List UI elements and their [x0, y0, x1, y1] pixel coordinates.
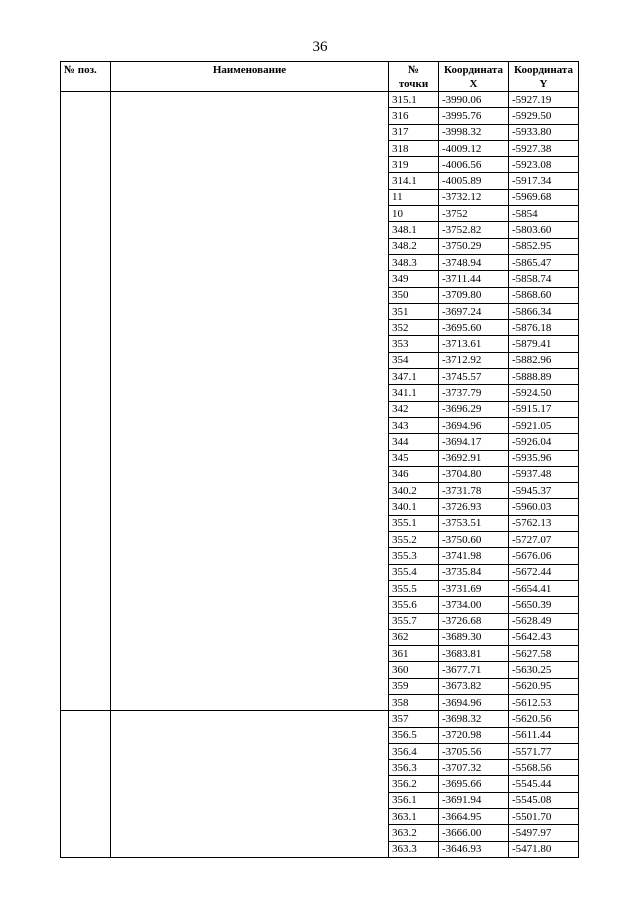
coordinate-y-cell: -5672.44: [509, 564, 579, 580]
point-number-cell: 317: [389, 124, 439, 140]
coordinate-y-cell: -5888.89: [509, 369, 579, 385]
coordinate-x-cell: -3726.93: [439, 499, 509, 515]
point-number-cell: 350: [389, 287, 439, 303]
coordinate-x-cell: -3691.94: [439, 792, 509, 808]
point-number-cell: 363.3: [389, 841, 439, 857]
coordinate-y-cell: -5727.07: [509, 532, 579, 548]
coordinate-y-cell: -5620.56: [509, 711, 579, 727]
coordinate-x-cell: -3697.24: [439, 303, 509, 319]
coordinate-x-cell: -4005.89: [439, 173, 509, 189]
coordinate-y-cell: -5620.95: [509, 678, 579, 694]
point-number-cell: 355.2: [389, 532, 439, 548]
coordinate-x-cell: -3990.06: [439, 92, 509, 108]
coordinate-x-cell: -3694.96: [439, 694, 509, 710]
coordinate-x-cell: -3664.95: [439, 809, 509, 825]
coordinate-x-cell: -3666.00: [439, 825, 509, 841]
coordinate-y-cell: -5929.50: [509, 108, 579, 124]
point-number-cell: 346: [389, 466, 439, 482]
point-number-cell: 355.6: [389, 597, 439, 613]
coordinate-x-cell: -3737.79: [439, 385, 509, 401]
point-number-cell: 319: [389, 157, 439, 173]
coordinate-y-cell: -5654.41: [509, 580, 579, 596]
coordinate-y-cell: -5917.34: [509, 173, 579, 189]
point-number-cell: 355.1: [389, 515, 439, 531]
coordinate-x-cell: -3750.29: [439, 238, 509, 254]
coordinate-x-cell: -3741.98: [439, 548, 509, 564]
header-position: № поз.: [61, 62, 111, 92]
point-number-cell: 355.4: [389, 564, 439, 580]
coordinate-x-cell: -3673.82: [439, 678, 509, 694]
coordinate-y-cell: -5921.05: [509, 417, 579, 433]
coordinate-x-cell: -3731.78: [439, 483, 509, 499]
coordinate-x-cell: -3696.29: [439, 401, 509, 417]
name-cell: [111, 92, 389, 711]
coordinate-y-cell: -5868.60: [509, 287, 579, 303]
point-number-cell: 348.2: [389, 238, 439, 254]
coordinate-x-cell: -3704.80: [439, 466, 509, 482]
coordinate-y-cell: -5545.08: [509, 792, 579, 808]
point-number-cell: 356.2: [389, 776, 439, 792]
coordinate-x-cell: -3689.30: [439, 629, 509, 645]
coordinate-x-cell: -3731.69: [439, 580, 509, 596]
coordinate-y-cell: -5650.39: [509, 597, 579, 613]
coordinate-x-cell: -3711.44: [439, 271, 509, 287]
point-number-cell: 318: [389, 140, 439, 156]
coordinate-x-cell: -3750.60: [439, 532, 509, 548]
coordinates-table: [60, 61, 579, 858]
position-cell: [61, 92, 111, 711]
point-number-cell: 356.4: [389, 743, 439, 759]
point-number-cell: 351: [389, 303, 439, 319]
point-number-cell: 356.5: [389, 727, 439, 743]
coordinate-x-cell: -3692.91: [439, 450, 509, 466]
coordinate-x-cell: -3712.92: [439, 352, 509, 368]
point-number-cell: 315.1: [389, 92, 439, 108]
point-number-cell: 363.1: [389, 809, 439, 825]
coordinate-y-cell: -5866.34: [509, 303, 579, 319]
table-row: [61, 92, 579, 108]
coordinate-x-cell: -3705.56: [439, 743, 509, 759]
point-number-cell: 356.1: [389, 792, 439, 808]
point-number-cell: 343: [389, 417, 439, 433]
table-body: [61, 92, 579, 858]
point-number-cell: 10: [389, 206, 439, 222]
point-number-cell: 358: [389, 694, 439, 710]
point-number-cell: 341.1: [389, 385, 439, 401]
point-number-cell: 316: [389, 108, 439, 124]
coordinate-y-cell: -5854: [509, 206, 579, 222]
header-coordinate-y: Координата Y: [509, 62, 579, 92]
point-number-cell: 363.2: [389, 825, 439, 841]
point-number-cell: 340.2: [389, 483, 439, 499]
coordinate-x-cell: -3646.93: [439, 841, 509, 857]
coordinate-y-cell: -5676.06: [509, 548, 579, 564]
coordinate-y-cell: -5882.96: [509, 352, 579, 368]
coordinate-x-cell: -3709.80: [439, 287, 509, 303]
coordinate-y-cell: -5627.58: [509, 646, 579, 662]
coordinate-x-cell: -3753.51: [439, 515, 509, 531]
coordinate-y-cell: -5945.37: [509, 483, 579, 499]
point-number-cell: 355.7: [389, 613, 439, 629]
coordinate-y-cell: -5937.48: [509, 466, 579, 482]
coordinate-y-cell: -5876.18: [509, 320, 579, 336]
coordinate-y-cell: -5571.77: [509, 743, 579, 759]
coordinate-y-cell: -5642.43: [509, 629, 579, 645]
coordinate-x-cell: -3748.94: [439, 254, 509, 270]
coordinate-y-cell: -5923.08: [509, 157, 579, 173]
coordinate-y-cell: -5858.74: [509, 271, 579, 287]
point-number-cell: 362: [389, 629, 439, 645]
header-coordinate-x: Координата X: [439, 62, 509, 92]
coordinate-x-cell: -3707.32: [439, 760, 509, 776]
coordinate-y-cell: -5471.80: [509, 841, 579, 857]
coordinate-y-cell: -5924.50: [509, 385, 579, 401]
coordinate-x-cell: -3698.32: [439, 711, 509, 727]
point-number-cell: 353: [389, 336, 439, 352]
page-number: 36: [312, 39, 328, 55]
coordinate-y-cell: -5568.56: [509, 760, 579, 776]
coordinate-x-cell: -3745.57: [439, 369, 509, 385]
point-number-cell: 314.1: [389, 173, 439, 189]
point-number-cell: 355.5: [389, 580, 439, 596]
header-point-number: № точки: [389, 62, 439, 92]
point-number-cell: 354: [389, 352, 439, 368]
point-number-cell: 344: [389, 434, 439, 450]
position-cell: [61, 711, 111, 858]
coordinate-y-cell: -5630.25: [509, 662, 579, 678]
coordinate-x-cell: -3694.17: [439, 434, 509, 450]
header-name: Наименование: [111, 62, 389, 92]
coordinate-y-cell: -5497.97: [509, 825, 579, 841]
point-number-cell: 347.1: [389, 369, 439, 385]
coordinate-y-cell: -5612.53: [509, 694, 579, 710]
coordinate-x-cell: -3995.76: [439, 108, 509, 124]
point-number-cell: 356.3: [389, 760, 439, 776]
coordinate-y-cell: -5852.95: [509, 238, 579, 254]
point-number-cell: 359: [389, 678, 439, 694]
coordinate-x-cell: -3683.81: [439, 646, 509, 662]
coordinate-x-cell: -3734.00: [439, 597, 509, 613]
table-row: [61, 711, 579, 727]
coordinate-x-cell: -3695.60: [439, 320, 509, 336]
point-number-cell: 352: [389, 320, 439, 336]
point-number-cell: 345: [389, 450, 439, 466]
coordinate-y-cell: -5935.96: [509, 450, 579, 466]
coordinate-y-cell: -5545.44: [509, 776, 579, 792]
coordinate-y-cell: -5803.60: [509, 222, 579, 238]
coordinate-x-cell: -4006.56: [439, 157, 509, 173]
coordinate-x-cell: -3998.32: [439, 124, 509, 140]
point-number-cell: 11: [389, 189, 439, 205]
coordinate-y-cell: -5960.03: [509, 499, 579, 515]
coordinate-y-cell: -5611.44: [509, 727, 579, 743]
coordinate-x-cell: -3695.66: [439, 776, 509, 792]
coordinate-y-cell: -5762.13: [509, 515, 579, 531]
point-number-cell: 340.1: [389, 499, 439, 515]
table-header-row: [61, 62, 579, 92]
point-number-cell: 361: [389, 646, 439, 662]
coordinate-y-cell: -5865.47: [509, 254, 579, 270]
coordinate-x-cell: -4009.12: [439, 140, 509, 156]
coordinate-y-cell: -5933.80: [509, 124, 579, 140]
point-number-cell: 348.1: [389, 222, 439, 238]
point-number-cell: 348.3: [389, 254, 439, 270]
coordinate-y-cell: -5969.68: [509, 189, 579, 205]
name-cell: [111, 711, 389, 858]
coordinate-x-cell: -3694.96: [439, 417, 509, 433]
coordinate-x-cell: -3752: [439, 206, 509, 222]
coordinate-y-cell: -5915.17: [509, 401, 579, 417]
coordinate-x-cell: -3732.12: [439, 189, 509, 205]
coordinate-x-cell: -3720.98: [439, 727, 509, 743]
coordinate-x-cell: -3735.84: [439, 564, 509, 580]
coordinate-x-cell: -3713.61: [439, 336, 509, 352]
coordinate-y-cell: -5628.49: [509, 613, 579, 629]
point-number-cell: 360: [389, 662, 439, 678]
point-number-cell: 349: [389, 271, 439, 287]
point-number-cell: 355.3: [389, 548, 439, 564]
coordinate-y-cell: -5879.41: [509, 336, 579, 352]
coordinate-x-cell: -3677.71: [439, 662, 509, 678]
coordinate-y-cell: -5927.38: [509, 140, 579, 156]
coordinate-y-cell: -5501.70: [509, 809, 579, 825]
point-number-cell: 357: [389, 711, 439, 727]
coordinate-y-cell: -5927.19: [509, 92, 579, 108]
coordinate-x-cell: -3726.68: [439, 613, 509, 629]
coordinate-y-cell: -5926.04: [509, 434, 579, 450]
coordinate-x-cell: -3752.82: [439, 222, 509, 238]
point-number-cell: 342: [389, 401, 439, 417]
